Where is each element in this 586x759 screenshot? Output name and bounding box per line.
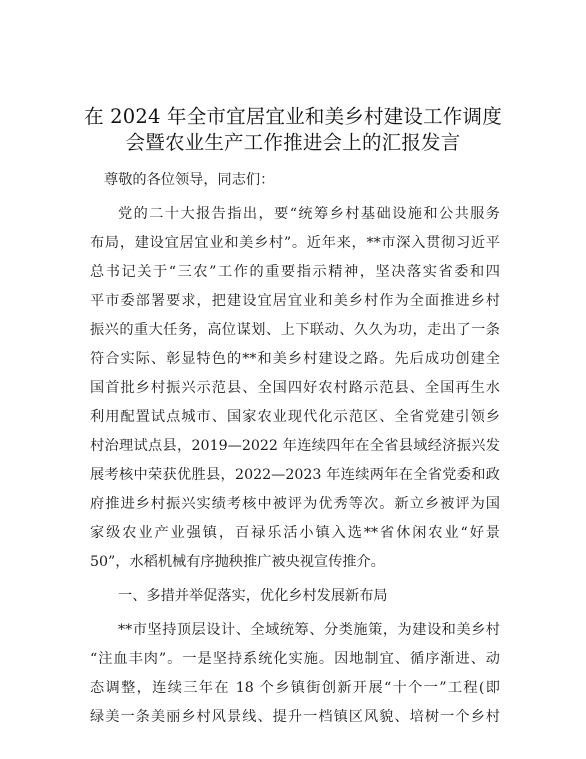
- salutation: 尊敬的各位领导，同志们：: [104, 172, 275, 188]
- document-title-line-2: 会暨农业生产工作推进会上的汇报发言: [125, 131, 461, 154]
- paragraph-2-line-4: 绿美一条美丽乡村风景线、提升一档镇区风貌、培树一个乡村: [90, 709, 500, 725]
- document-title-line-1: 在 2024 年全市宜居宜业和美乡村建设工作调度: [84, 105, 502, 128]
- paragraph-1-line-2: 布局，建设宜居宜业和美乡村”。近年来，**市深入贯彻习近平: [90, 235, 500, 251]
- paragraph-1-line-9: 村治理试点县，2019—2022 年连续四年在全省县域经济振兴发: [90, 438, 500, 454]
- paragraph-1-line-8: 利用配置试点城市、国家农业现代化示范区、全省党建引领乡: [90, 409, 500, 425]
- paragraph-1-line-11: 府推进乡村振兴实绩考核中被评为优秀等次。新立乡被评为国: [90, 496, 500, 512]
- paragraph-1-line-6: 符合实际、彰显特色的**和美乡村建设之路。先后成功创建全: [90, 351, 500, 367]
- section-1-heading: 一、多措并举促落实，优化乡村发展新布局: [118, 588, 388, 604]
- paragraph-1-line-13: 50”，水稻机械有序抛秧推广被央视宣传推介。: [90, 554, 385, 570]
- paragraph-2-line-3: 态调整，连续三年在 18 个乡镇街创新开展“十个一”工程(即: [90, 680, 500, 696]
- paragraph-1-line-7: 国首批乡村振兴示范县、全国四好农村路示范县、全国再生水: [90, 380, 500, 396]
- paragraph-1-line-3: 总书记关于“三农”工作的重要指示精神，坚决落实省委和四: [90, 264, 500, 280]
- paragraph-2-line-2: “注血丰肉”。一是坚持系统化实施。因地制宜、循序渐进、动: [90, 651, 500, 667]
- paragraph-2-line-1: **市坚持顶层设计、全域统筹、分类施策，为建设和美乡村: [118, 622, 500, 638]
- paragraph-1-line-4: 平市委部署要求，把建设宜居宜业和美乡村作为全面推进乡村: [90, 293, 500, 309]
- paragraph-1-line-10: 展考核中荣获优胜县，2022—2023 年连续两年在全省党委和政: [90, 467, 500, 483]
- paragraph-1-line-1: 党的二十大报告指出，要“统筹乡村基础设施和公共服务: [118, 206, 500, 222]
- paragraph-1-line-5: 振兴的重大任务，高位谋划、上下联动、久久为功，走出了一条: [90, 322, 500, 338]
- paragraph-1-line-12: 家级农业产业强镇，百禄乐活小镇入选**省休闲农业“好景: [90, 525, 500, 541]
